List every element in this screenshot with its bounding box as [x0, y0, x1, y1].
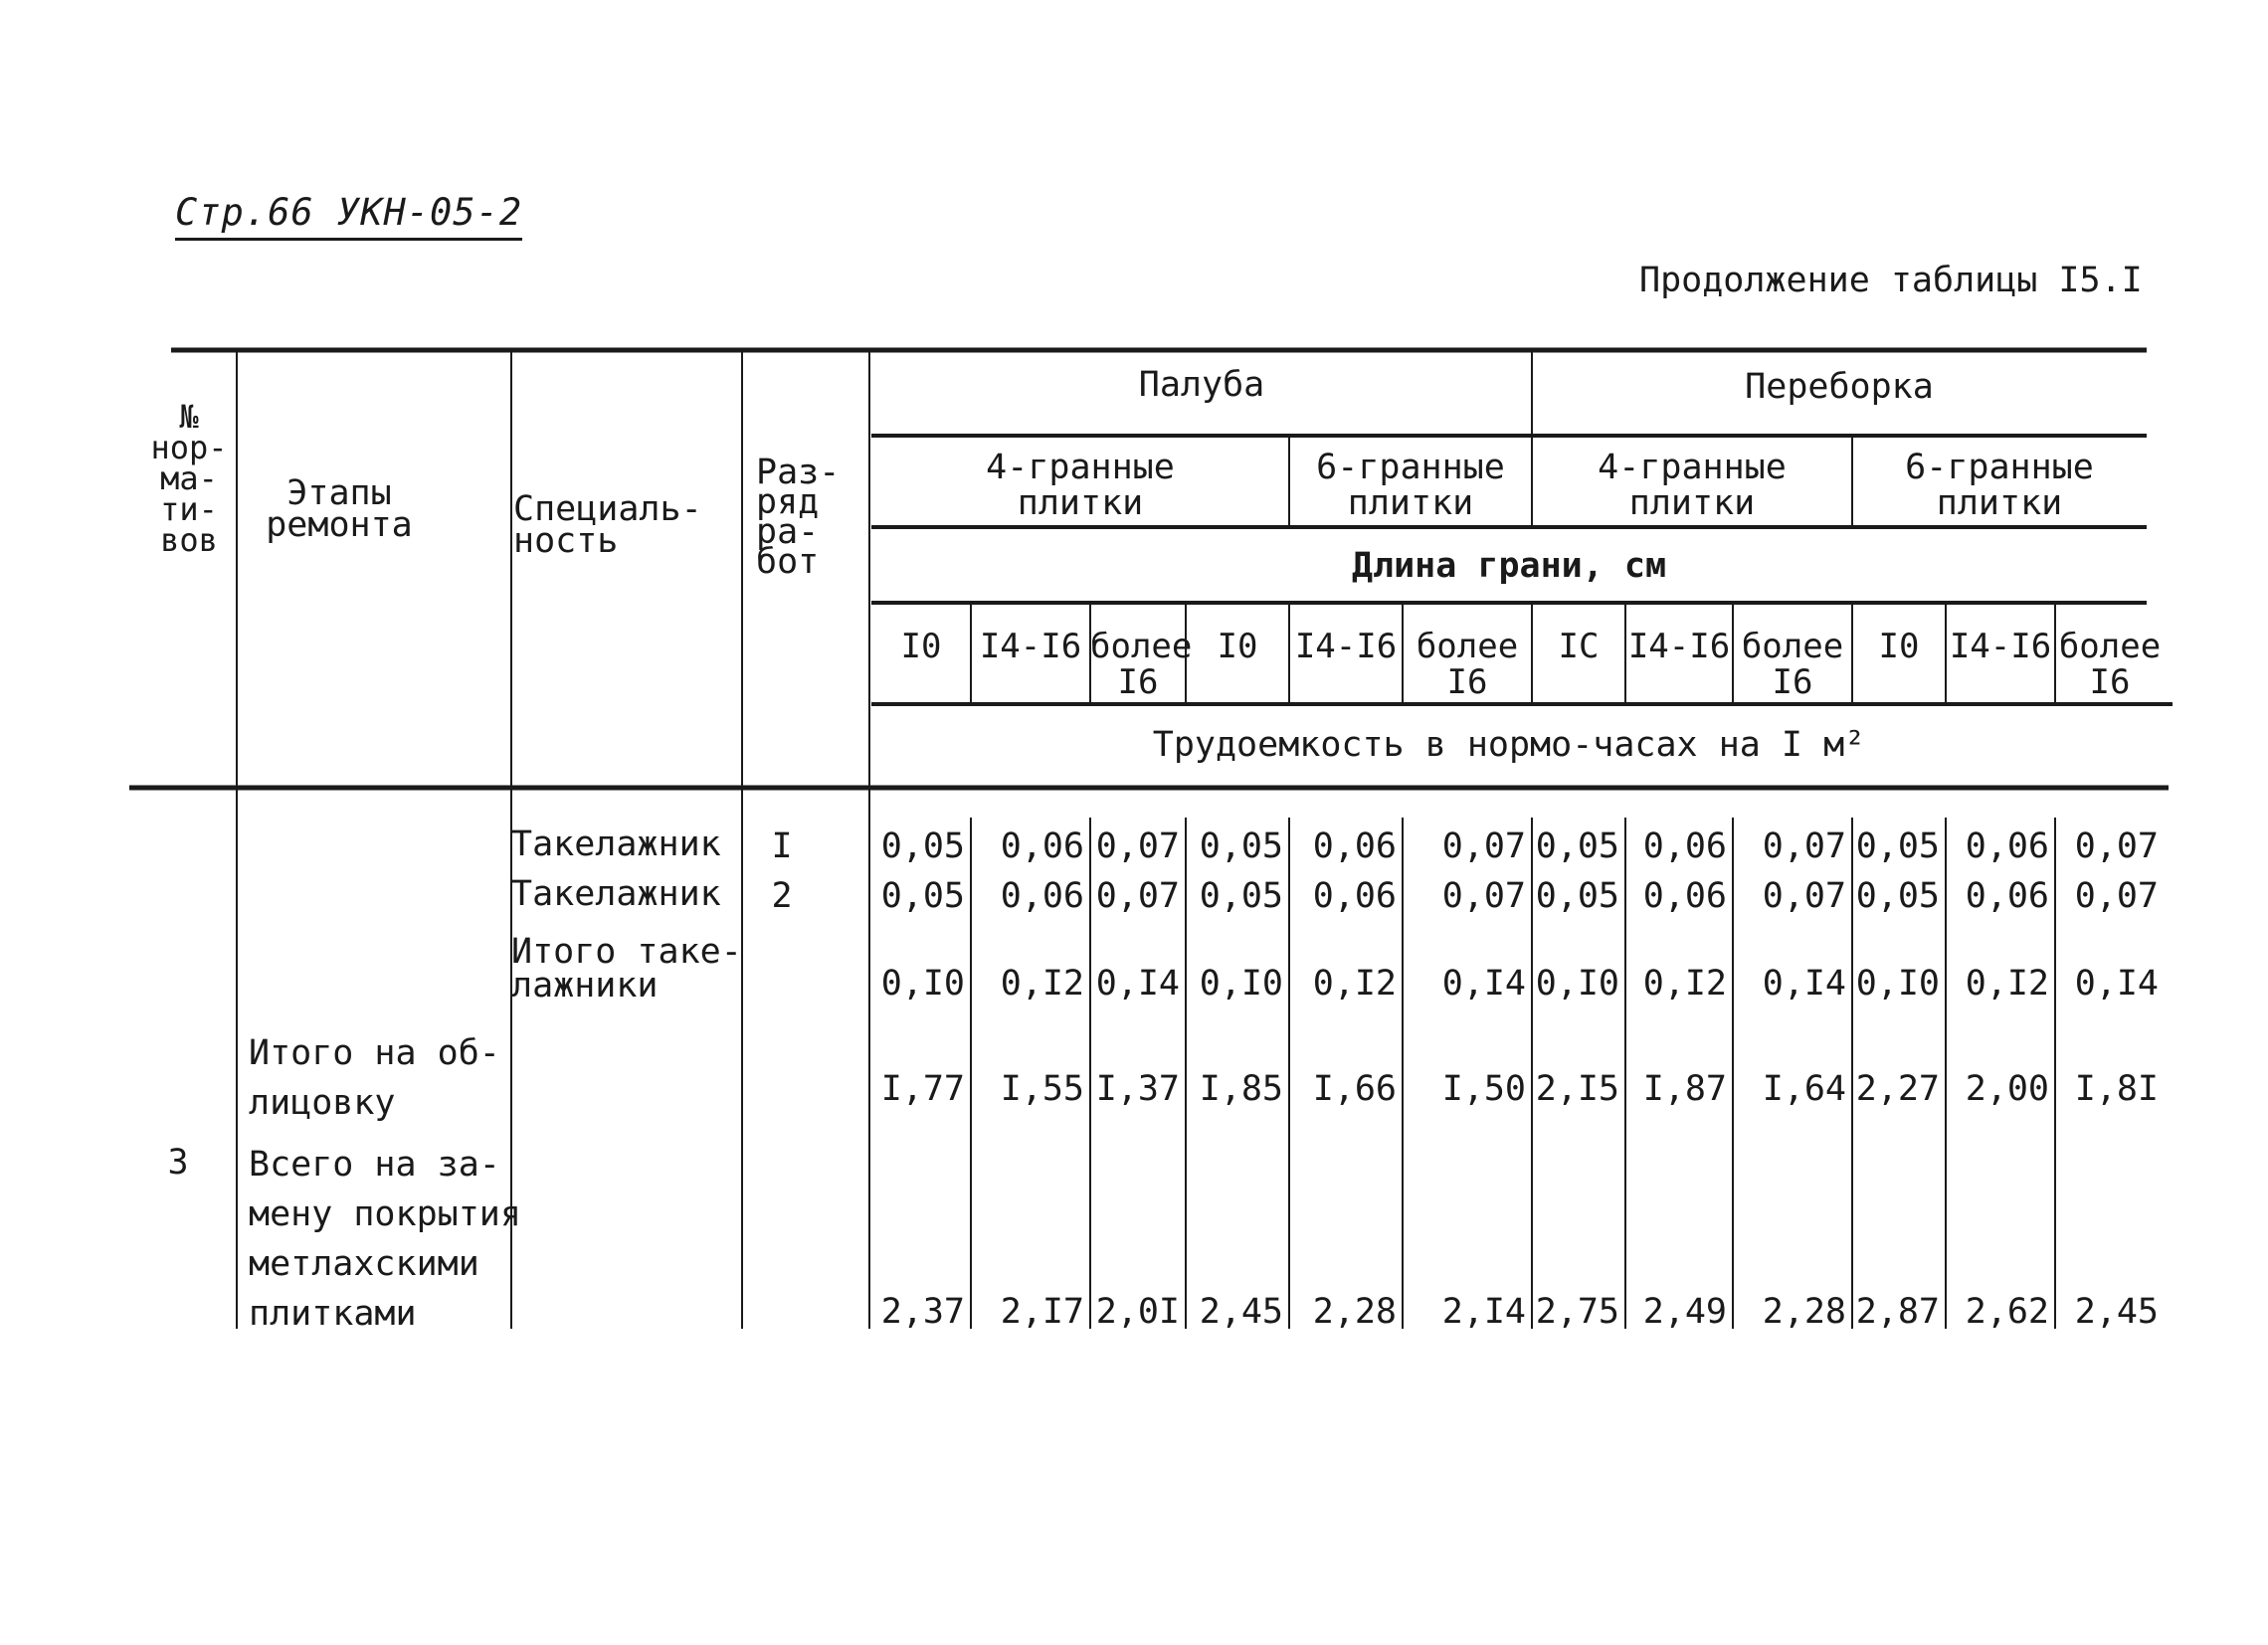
- header-bulkhead: Переборка: [1745, 367, 1934, 407]
- labor-value-cell: 0,I0: [880, 964, 965, 1004]
- labor-value-cell: 2,49: [1642, 1292, 1727, 1332]
- labor-value-cell: 2,28: [1312, 1292, 1397, 1332]
- page-reference: Стр.66 УКН-05-2: [175, 191, 522, 241]
- labor-value-cell: 0,07: [2074, 876, 2159, 916]
- labor-value-cell: I,8I: [2074, 1069, 2159, 1109]
- labor-value-cell: 2,62: [1965, 1292, 2049, 1332]
- edge-size-header: I4-I6: [1949, 627, 2052, 666]
- labor-value-cell: 0,I2: [1965, 964, 2049, 1004]
- labor-value-cell: 0,07: [1095, 876, 1180, 916]
- labor-value-cell: 0,05: [1855, 876, 1940, 916]
- labor-value-cell: 0,06: [1000, 826, 1084, 866]
- header-deck-6-sided-tiles: 6-гранные плитки: [1316, 448, 1505, 523]
- labor-value-cell: 2,I5: [1535, 1069, 1619, 1109]
- table-continuation-title: Продолжение таблицы I5.I: [1639, 261, 2143, 300]
- labor-value-cell: 0,06: [1965, 826, 2049, 866]
- labor-value-cell: 2,87: [1855, 1292, 1940, 1332]
- labor-value-cell: 0,07: [1441, 826, 1526, 866]
- edge-size-header: I4-I6: [979, 627, 1082, 666]
- labor-value-cell: 2,27: [1855, 1069, 1940, 1109]
- header-deck-4-sided-tiles: 4-гранные плитки: [986, 448, 1175, 523]
- edge-size-header: более I6: [1741, 627, 1844, 702]
- work-grade-value: I: [771, 826, 793, 866]
- labor-value-cell: 0,07: [2074, 826, 2159, 866]
- labor-value-cell: 0,05: [880, 826, 965, 866]
- labor-value-cell: 0,07: [1762, 876, 1846, 916]
- edge-size-header: I0: [900, 627, 942, 666]
- labor-value-cell: 2,75: [1535, 1292, 1619, 1332]
- labor-value-cell: 0,05: [1535, 876, 1619, 916]
- labor-value-cell: 0,05: [880, 876, 965, 916]
- labor-value-cell: 0,I0: [1535, 964, 1619, 1004]
- labor-value-cell: 0,I0: [1855, 964, 1940, 1004]
- header-bulkhead-6-sided-tiles: 6-гранные плитки: [1905, 448, 2094, 523]
- labor-value-cell: I,66: [1312, 1069, 1397, 1109]
- labor-value-cell: I,77: [880, 1069, 965, 1109]
- labor-value-cell: 0,I4: [2074, 964, 2159, 1004]
- header-specialty: Специаль- ность: [513, 489, 702, 561]
- labor-value-cell: 2,28: [1762, 1292, 1846, 1332]
- work-grade-value: 2: [771, 876, 793, 916]
- labor-value-cell: 0,06: [1312, 876, 1397, 916]
- labor-value-cell: 0,I4: [1441, 964, 1526, 1004]
- header-deck: Палуба: [1138, 365, 1265, 405]
- edge-size-header: I0: [1878, 627, 1920, 666]
- labor-value-cell: 0,06: [1000, 876, 1084, 916]
- header-bulkhead-4-sided-tiles: 4-гранные плитки: [1598, 448, 1787, 523]
- labor-value-cell: 0,I2: [1642, 964, 1727, 1004]
- labor-value-cell: 2,37: [880, 1292, 965, 1332]
- labor-value-cell: 2,0I: [1095, 1292, 1180, 1332]
- labor-value-cell: 0,I2: [1000, 964, 1084, 1004]
- labor-value-cell: 0,06: [1642, 876, 1727, 916]
- header-repair-stages: Этапы ремонта: [266, 473, 413, 545]
- labor-value-cell: I,85: [1199, 1069, 1283, 1109]
- specialty-label: Итого таке- лажники: [511, 932, 742, 1005]
- labor-value-cell: 0,07: [1762, 826, 1846, 866]
- labor-value-cell: 2,I7: [1000, 1292, 1084, 1332]
- header-labor-intensity: Трудоемкость в нормо-часах на I м²: [1152, 725, 1866, 765]
- labor-value-cell: 0,06: [1312, 826, 1397, 866]
- header-norm-number: № нор- ма- ти- вов: [150, 398, 228, 559]
- edge-size-header: более I6: [1090, 627, 1193, 702]
- specialty-label: Такелажник: [511, 824, 721, 864]
- labor-value-cell: 0,I4: [1095, 964, 1180, 1004]
- labor-value-cell: 0,I0: [1199, 964, 1283, 1004]
- labor-value-cell: 2,00: [1965, 1069, 2049, 1109]
- labor-value-cell: 0,05: [1535, 826, 1619, 866]
- edge-size-header: I4-I6: [1627, 627, 1731, 666]
- labor-value-cell: 2,45: [2074, 1292, 2159, 1332]
- labor-value-cell: 0,I2: [1312, 964, 1397, 1004]
- labor-value-cell: 2,I4: [1441, 1292, 1526, 1332]
- edge-size-header: I0: [1217, 627, 1258, 666]
- labor-value-cell: I,37: [1095, 1069, 1180, 1109]
- labor-value-cell: 0,05: [1855, 826, 1940, 866]
- header-edge-length: Длина грани, см: [1351, 546, 1667, 586]
- edge-size-header: более I6: [1416, 627, 1519, 702]
- repair-stage-label: Всего на за- мену покрытия метлахскими плитками: [249, 1145, 521, 1334]
- norm-number: 3: [167, 1143, 189, 1183]
- labor-value-cell: 0,05: [1199, 876, 1283, 916]
- labor-value-cell: 0,I4: [1762, 964, 1846, 1004]
- labor-value-cell: 2,45: [1199, 1292, 1283, 1332]
- labor-value-cell: I,55: [1000, 1069, 1084, 1109]
- labor-value-cell: I,87: [1642, 1069, 1727, 1109]
- labor-value-cell: 0,07: [1095, 826, 1180, 866]
- header-work-grade: Раз- ряд ра- бот: [756, 453, 841, 582]
- specialty-label: Такелажник: [511, 874, 721, 914]
- labor-value-cell: 0,07: [1441, 876, 1526, 916]
- edge-size-header: IC: [1558, 627, 1600, 666]
- labor-value-cell: 0,06: [1642, 826, 1727, 866]
- labor-value-cell: 0,05: [1199, 826, 1283, 866]
- edge-size-header: I4-I6: [1294, 627, 1398, 666]
- edge-size-header: более I6: [2058, 627, 2162, 702]
- labor-value-cell: 0,06: [1965, 876, 2049, 916]
- repair-stage-label: Итого на об- лицовку: [249, 1033, 500, 1123]
- labor-value-cell: I,64: [1762, 1069, 1846, 1109]
- labor-value-cell: I,50: [1441, 1069, 1526, 1109]
